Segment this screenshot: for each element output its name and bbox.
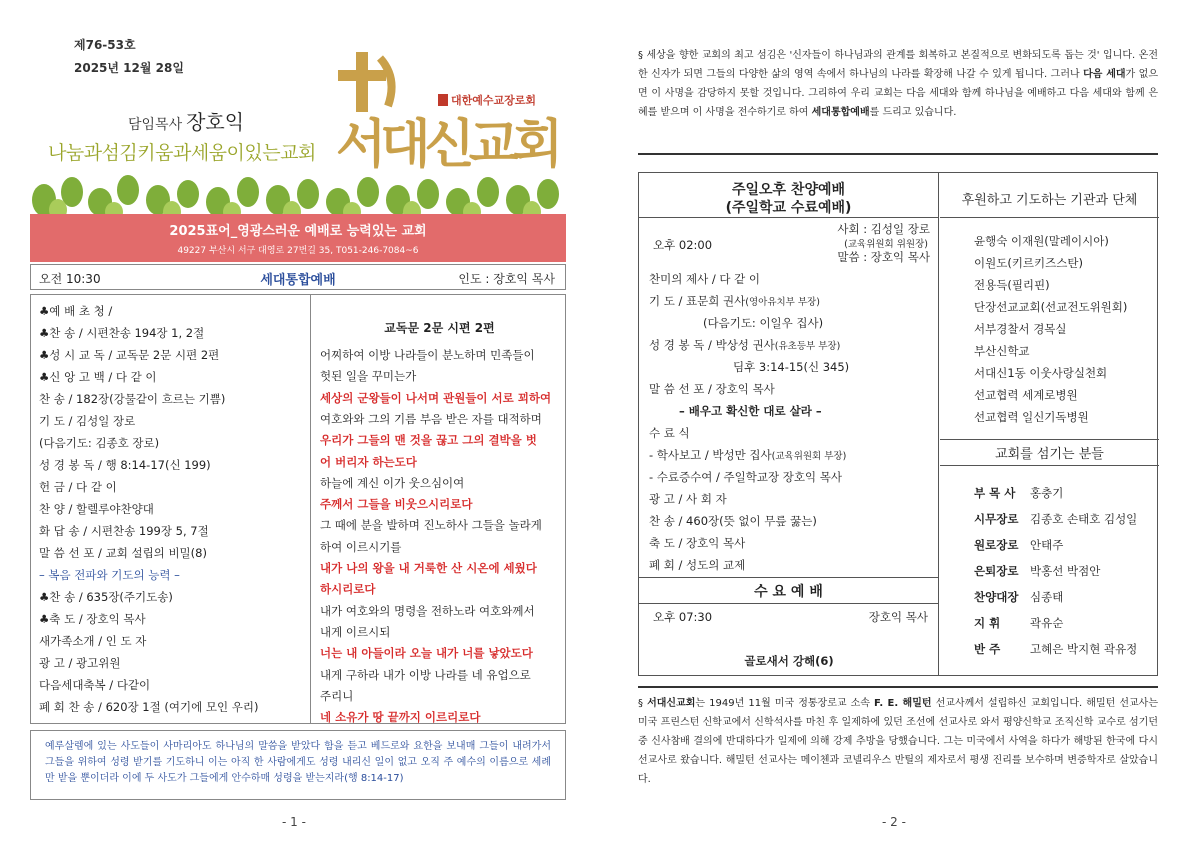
scripture-verse: 예루살렘에 있는 사도들이 사마리아도 하나님의 말씀을 받았다 함을 듣고 베드로와 요한을 보내매 그들이 내려가서 그들을 위하여 성령 받기를 기도하니 이는 아직 한 사람에게도 성령 내리신 일이 없고 오직 주 예수의 이름으로 세례만 받을 뿐이더라 이에 두 사도가 그들에게 안수하매 성령을 받는지라(행 8:14-17) [30,730,566,800]
order-item: (다음기도: 김종호 장로) [39,436,160,450]
servant-names: 김종호 손태호 김성일 [1030,512,1138,526]
order-item: 새가족소개 / 인 도 자 [39,634,147,648]
servants-title: 교회를 섬기는 분들 [995,447,1104,462]
service-name: 세대통합예배 [260,273,336,288]
reading-line: 세상의 군왕들이 나서며 관원들이 서로 꾀하여 [320,390,552,405]
reading-line: 어찌하여 이방 나라들이 분노하며 민족들이 [320,348,535,362]
afternoon-sermon-title: – 배우고 확신한 대로 살라 – [679,404,822,418]
servant-row [974,485,1063,501]
servant-role: 원로장로 [974,538,1019,552]
pastor-title: 담임목사 [128,117,183,133]
intro-text: 를 드리고 있습니다. [869,107,957,118]
pastor-line [128,106,244,135]
church-history [638,686,1158,802]
church-motto: 나눔과섬김키움과세움이있는교회 [48,142,316,164]
church-name-logo: 서대신교회 [336,115,558,175]
supporter-item: 단장선교교회(선교전도위원회) [974,300,1128,314]
divider [940,465,1159,466]
reading-line: 헛된 일을 꾸미는가 [320,369,417,384]
theme-title: 2025표어_영광스러운 예배로 능력있는 교회 [169,224,427,239]
reading-line: 네 소유가 땅 끝까지 이르리로다 [320,710,481,725]
reading-line: 하여 이르시기를 [320,539,402,554]
reading-title: 교독문 2문 시편 2편 [384,321,495,335]
order-item: 다음세대축복 / 다같이 [39,678,151,692]
history-text: 는 1949년 11월 미국 정통장로교 소속 [695,698,874,709]
wednesday-title: 수 요 예 배 [754,584,823,600]
order-item: ♣축 도 / 장호익 목사 [39,612,146,626]
afternoon-item: 찬미의 제사 / 다 같 이 [649,272,761,286]
servant-names: 박홍선 박점안 [1030,564,1101,578]
order-item: ♣신 앙 고 백 / 다 같 이 [39,370,157,384]
intro-text: 가 없으면 이 사명을 감당하지 못할 것입니다. 그리하여 우리 교회는 다음 세대와 함께 하나님을 예배하고 다음 세대와 함께 은혜를 받으며 이 사명을 전수하기로 하여 [638,69,1158,118]
divider [638,153,1158,155]
page-number: - 2 - [882,815,906,829]
bible-icon [438,94,448,106]
reading-line: 우리가 그들의 맨 것을 끊고 그의 결박을 벗 [320,433,537,448]
issue-number: 제76-53호 [74,38,136,52]
order-item: 광 고 / 광고위원 [39,656,121,670]
wednesday-sermon: 골로새서 강해(6) [744,654,834,668]
servant-role: 반 주 [974,642,1001,656]
afternoon-item: 폐 회 / 성도의 교제 [649,558,746,572]
divider [639,603,938,604]
afternoon-item: 딤후 3:14-15(신 345) [733,360,850,374]
afternoon-item-text: 기 도 / 표문희 권사 [649,294,746,308]
order-item: 기 도 / 김성일 장로 [39,414,136,428]
history-text: § [638,698,648,709]
issue-date: 2025년 12월 28일 [74,61,184,75]
divider [639,217,938,218]
reading-line: 내가 나의 왕을 내 거룩한 산 시온에 세웠다 [320,561,537,575]
afternoon-item: - 수료증수여 / 주일학교장 장호익 목사 [649,470,842,484]
servant-role: 부 목 사 [974,486,1016,500]
afternoon-title: 주일오후 찬양예배 [731,182,846,198]
page-2 [600,0,1200,848]
service-bar [30,264,566,290]
reading-line: 너는 내 아들이라 오늘 내가 너를 낳았도다 [320,646,533,661]
history-missionary: F. E. 해밀턴 [874,698,932,709]
leaves-decoration-icon [30,170,566,220]
afternoon-host-note: (교육위원회 위원장) [844,239,928,250]
servant-row [974,537,1063,553]
supporter-item: 서대신1동 이웃사랑실천회 [974,366,1108,380]
servant-names: 심종태 [1030,590,1064,604]
reading-line: 내게 구하라 내가 이방 나라를 네 유업으로 [320,667,531,682]
order-item: 찬 송 / 182장(강물같이 흐르는 기쁨) [39,392,226,406]
afternoon-item: 축 도 / 장호익 목사 [649,536,746,550]
servant-row [974,615,1063,631]
servant-row [974,589,1063,605]
divider [940,439,1159,440]
afternoon-item-text: - 학사보고 / 박성만 집사 [649,448,772,462]
reading-line: 그 때에 분을 발하며 진노하사 그들을 놀라게 [320,518,542,533]
afternoon-item-text: 성 경 봉 독 / 박상성 권사 [649,338,775,352]
afternoon-service [639,173,939,675]
pastor-name: 장호익 [186,110,245,134]
intro-text: § 세상을 향한 교회의 최고 섬김은 '신자들이 하나님과의 관계를 회복하고 본질적으로 변화되도록 돕는 것' 입니다. 온전한 신자가 되면 그들의 다양한 삶의 영역 속에서 하나님의 나라를 확장해 나갈 수 있게 됩니다. 그러나 [638,50,1158,80]
servant-names: 홍충기 [1030,486,1064,500]
reading-line: 하시리로다 [320,582,376,597]
order-item: ♣성 시 교 독 / 교독문 2문 시편 2편 [39,348,220,362]
servant-names: 고혜은 박지현 곽유정 [1030,642,1138,656]
side-panels [940,173,1159,675]
order-item: ♣찬 송 / 시편찬송 194장 1, 2절 [39,326,205,340]
order-item: 헌 금 / 다 같 이 [39,480,117,494]
reading-line: 어 버리자 하는도다 [320,454,417,469]
supporter-item: 이원도(키르키즈스탄) [974,256,1083,270]
servant-row [974,563,1100,579]
order-item: 폐 회 찬 송 / 620장 1절 (여기에 모인 우리) [39,700,259,714]
reading-line: 하늘에 계신 이가 웃으심이여 [320,475,465,490]
servant-role: 찬양대장 [974,590,1019,604]
supporters-title: 후원하고 기도하는 기관과 단체 [961,193,1138,208]
afternoon-preacher: 말씀 : 장호익 목사 [837,250,930,264]
wednesday-preacher: 장호익 목사 [868,610,928,624]
servant-row [974,511,1137,527]
afternoon-item [649,293,820,309]
worship-order [31,295,311,723]
bulletin-header [30,30,566,262]
servant-names: 곽유순 [1030,616,1064,630]
denomination-label: 대한예수교장로회 [451,94,537,107]
afternoon-item: 말 씀 선 포 / 장호익 목사 [649,382,775,396]
supporter-item: 선교협력 세계로병원 [974,388,1078,402]
order-item: 성 경 봉 독 / 행 8:14-17(신 199) [39,458,211,472]
afternoon-item: (다음기도: 이일우 집사) [703,316,824,330]
servant-role: 지 휘 [974,616,1001,630]
afternoon-item: 수 료 식 [649,426,690,440]
wednesday-time: 오후 07:30 [653,610,713,624]
reading-line: 주리니 [320,688,354,703]
supporter-item: 윤행숙 이재원(말레이시아) [974,234,1109,248]
order-item: ♣찬 송 / 635장(주기도송) [39,590,173,604]
afternoon-host: 사회 : 김성일 장로 [837,222,930,236]
service-leader: 인도 : 장호익 목사 [458,272,555,286]
divider [639,577,938,578]
servant-row [974,641,1137,657]
afternoon-item-note: (유초등부 부장) [774,341,841,352]
supporter-item: 부산신학교 [974,344,1030,358]
order-item: 찬 양 / 할렐루야찬양대 [39,502,154,516]
order-item: 말 씀 선 포 / 교회 설립의 비밀(8) [39,546,207,560]
afternoon-item: 광 고 / 사 회 자 [649,492,727,506]
intro-paragraph [638,46,1158,122]
divider [940,217,1159,218]
order-item: ♣예 배 초 청 / [39,304,113,318]
reading-line: 주께서 그들을 비웃으시리로다 [320,497,473,512]
intro-emphasis: 세대통합예배 [811,107,870,118]
reading-line: 여호와와 그의 기름 부음 받은 자를 대적하며 [320,411,542,426]
order-item: 화 답 송 / 시편찬송 199장 5, 7절 [39,524,209,538]
church-address: 49227 부산시 서구 대영로 27번길 35, T051-246-7084~6 [177,246,419,256]
afternoon-item: 찬 송 / 460장(뜻 없이 무릎 꿇는) [649,514,817,528]
schedule-box [638,172,1158,676]
afternoon-item [649,337,840,353]
denomination [438,92,536,108]
afternoon-item-note: (교육위원회 부장) [771,451,847,462]
reading-line: 내게 이르시되 [320,624,391,639]
theme-banner [30,214,566,262]
supporter-item: 전용득(필리핀) [974,278,1050,292]
supporter-item: 선교협력 일신기독병원 [974,410,1089,424]
servant-role: 시무장로 [974,512,1019,526]
afternoon-item-note: (영아유치부 부장) [745,297,820,308]
intro-emphasis: 다음 세대 [1083,69,1126,80]
sermon-subtitle: – 복음 전파와 기도의 능력 – [39,568,180,582]
servant-names: 안태주 [1030,538,1064,552]
history-text: 선교사께서 설립하신 교회입니다. 해밀턴 선교사는 미국 프린스턴 신학교에서 신학석사를 마친 후 일제하에 있던 조선에 선교사로 와서 평양신학교 조직신학 교수로 섬기던 중 신사참배 결의에 반대하다가 일제에 의해 강제 추방을 당했습니다. 그는 미국에서 사역을 하다가 해방된 한국에 다시 선교사로 왔습니다. 해밀턴 선교사는 메이첸과 코넬리우스 반틸의 제자로서 평생 진리를 보수하며 변증학자로 살았습니다. [638,698,1158,785]
responsive-reading [312,295,567,723]
afternoon-item [649,447,846,463]
worship-order-box [30,294,566,724]
reading-line: 내가 여호와의 명령을 전하노라 여호와께서 [320,603,535,618]
afternoon-subtitle: (주일학교 수료예배) [725,200,852,216]
page-number: - 1 - [282,815,306,829]
supporter-item: 서부경찰서 경목실 [974,322,1067,336]
afternoon-time: 오후 02:00 [653,238,713,252]
servant-role: 은퇴장로 [974,564,1019,578]
service-time: 오전 10:30 [39,272,101,286]
history-church-name: 서대신교회 [647,698,696,709]
